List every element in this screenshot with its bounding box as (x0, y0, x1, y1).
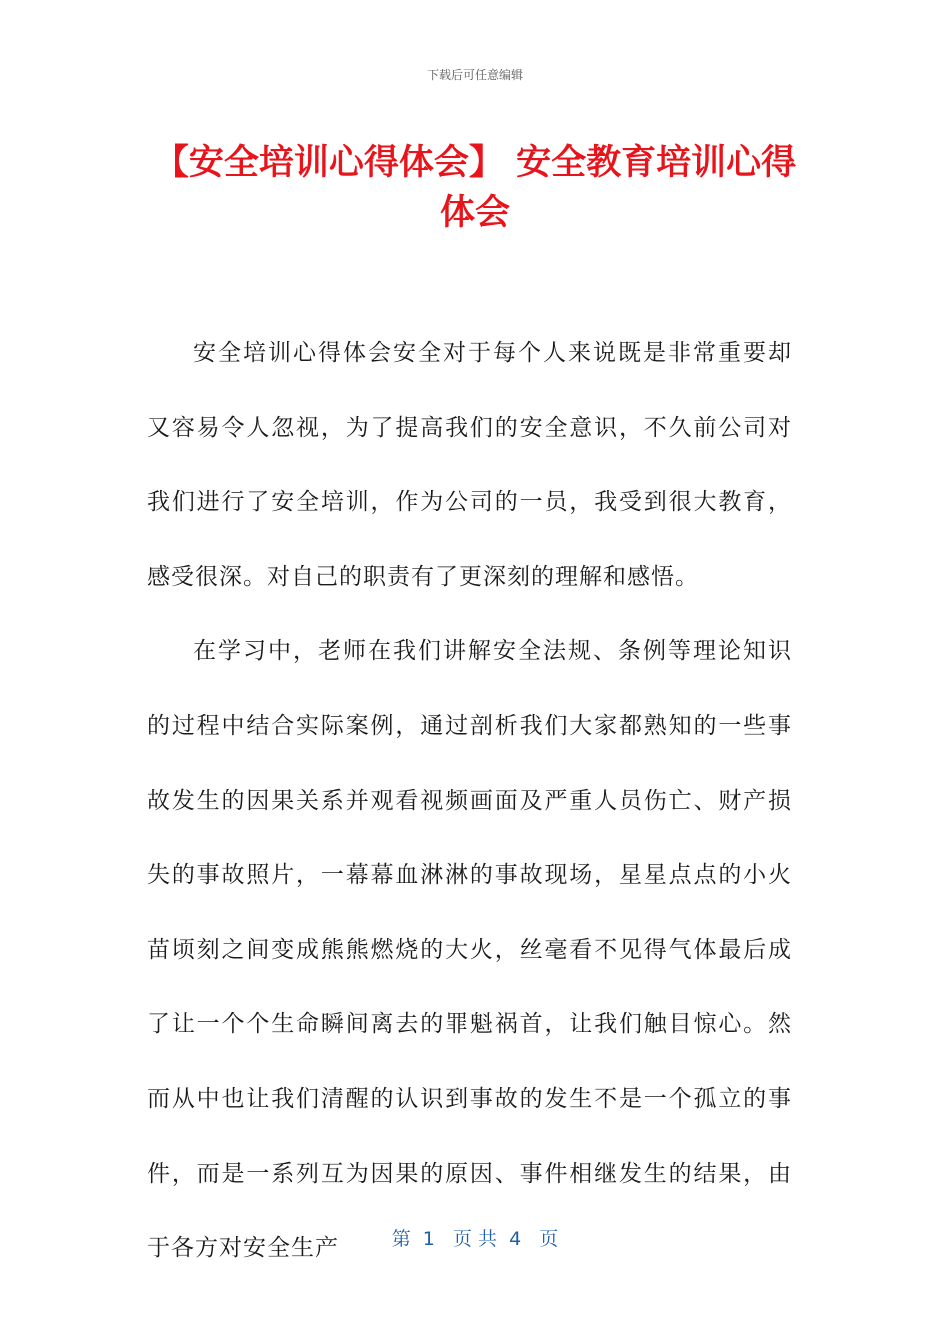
document-title: 【安全培训心得体会】 安全教育培训心得体会 (153, 143, 797, 233)
header-note: 下载后可任意编辑 (426, 68, 523, 82)
document-body (147, 316, 792, 1286)
paragraph-1: 安全培训心得体会安全对于每个人来说既是非常重要却又容易令人忽视，为了提高我们的安全意识，不久前公司对我们进行了安全培训，作为公司的一员，我受到很大教育，感受很深。对自己的职责有了更深刻的理解和感悟。 (147, 340, 792, 590)
paragraph-2: 在学习中，老师在我们讲解安全法规、条例等理论知识的过程中结合实际案例，通过剖析我们大家都熟知的一些事故发生的因果关系并观看视频画面及严重人员伤亡、财产损失的事故照片，一幕幕血淋淋的事故现场，星星点点的小火苗顷刻之间变成熊熊燃烧的大火，丝毫看不见得气体最后成了让一个个生命瞬间离去的罪魁祸首，让我们触目惊心。然而从中也让我们清醒的认识到事故的发生不是一个孤立的事件，而是一系列互为因果的原因、事件相继发生的结果，由于各方对安全生产 (147, 638, 792, 1262)
page-number-footer: 第 1 页 共 4 页 (391, 1228, 559, 1250)
